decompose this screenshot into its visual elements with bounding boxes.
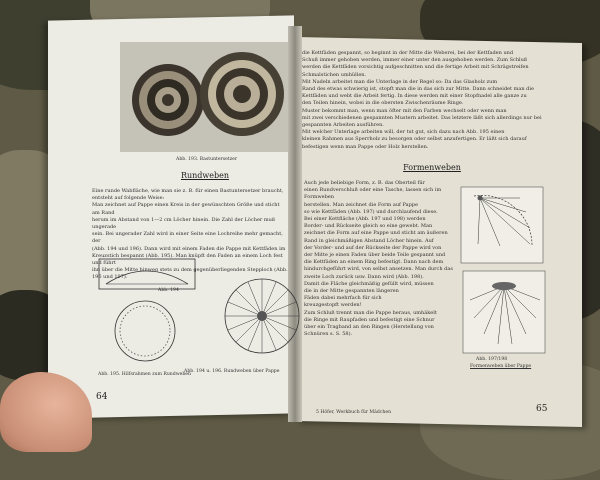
text-line: mit zwei verschiedenen gespannten Mustern arbeitet. Das letztere läßt sich allerdings nur bei: [302, 114, 542, 121]
text-line: sein. Bei ungerader Zahl wird in einer Seite eine Lochreihe mehr gemacht, der: [92, 231, 283, 245]
text-line: Mit Nadeln arbeitet man die Unterlage in der Regel so: Da das Glasholz zum: [302, 78, 498, 85]
text-line: entsteht auf folgende Weise:: [92, 195, 165, 202]
figure-caption: Abb. 197/198: [476, 357, 508, 362]
hoop-frame-diagram: [112, 298, 178, 364]
coaster-illustration: [120, 42, 288, 152]
text-line: der Vorder- und auf der Rückseite der Pappe wird von: [304, 244, 442, 251]
book-gutter: [288, 26, 302, 422]
text-line: über ein Tragband an den Ringen (Herstellung von: [304, 324, 434, 331]
dome-diagram: [98, 258, 198, 292]
text-line: ihn über die Mitte hinweg stets zu dem gegenüberliegenden Stepploch (Abb. 196 und 197).: [92, 267, 288, 281]
figure-caption: Formenweben über Pappe: [470, 364, 532, 369]
text-line: werden die Kettfäden vorsichtig aufgeschnitten und die fertige Arbeit mit Schrägstreifen: [302, 64, 529, 71]
text-line: Schuß immer gehoben werden, immer einer unter den ausgehoben werden. Zum Schluß: [302, 57, 528, 64]
text-line: Muster bekommt man, wenn man öfter mit den Farben wechselt oder wenn man: [302, 107, 507, 114]
figure-caption: Abb. 194 u. 196. Rundweben über Pappe: [184, 369, 280, 374]
text-line: zeichnet die Form auf eine Pappe und sticht am äußeren: [304, 230, 448, 237]
text-line: den Teilen hinein, wobei in die obersten Zwischenräume Ringe.: [302, 100, 464, 107]
spoked-weave-diagram: [222, 276, 302, 356]
text-line: Schmalstichen umhüllen.: [302, 71, 367, 78]
text-line: herum im Abstand von 1—2 cm Löcher hinein. Die Zahl der Löcher muß ungerade: [92, 216, 276, 231]
text-line: die Kettfäden an einem Ring befestigt. Dann nach dem: [304, 259, 444, 266]
section-heading: Rundweben: [180, 171, 230, 180]
text-line: Kreuzstich bespannt (Abb. 195). Man knüpft den Faden an einem Loch fest und führt: [92, 252, 283, 267]
text-line: Fäden dabei mehrfach für sich: [304, 295, 382, 302]
figure-caption: Abb. 193. Bastuntersetzer: [176, 157, 238, 162]
text-line: Rand in gleichmäßigen Abstand Löcher hinein. Auf: [304, 237, 434, 244]
text-line: Zum Schluß trennt man die Pappe heraus, umhäkelt: [304, 309, 437, 316]
form-weave-diagram-2: [462, 270, 546, 354]
text-line: Kettfäden und webt die Arbeit fertig. In diese werden mit einer Stopfnadel alle ganze zu: [302, 93, 527, 100]
body-text-right-top: [302, 50, 570, 151]
body-text-right-bottom: [304, 180, 454, 338]
text-line: so wie Kettfäden (Abb. 197) und durchlaufend diese.: [304, 208, 438, 215]
text-line: hindurchgeführt wird, von selbst ansetzen. Man durch das: [304, 266, 453, 273]
text-line: kleinen Rahmen aus Sperrholz zu besorgen oder selbst anzufertigen. Er läßt sich darauf: [302, 136, 527, 143]
text-line: die Ringe mit Raupfaden und befestigt eine Schnur: [304, 316, 435, 323]
text-line: Damit die Fläche gleichmäßig gefüllt wird, müssen: [304, 280, 434, 287]
page-number: 65: [536, 404, 548, 414]
text-line: der Mitte je einen Faden über beide Teile gespannt und: [304, 252, 446, 259]
text-line: die in der Mitte gespannten längeren: [304, 288, 399, 295]
form-weave-diagram-1: [460, 186, 544, 264]
section-heading: Formenweben: [403, 163, 461, 172]
text-line: Bei einer Kettfläche (Abb. 197 und 198) werden: [304, 216, 426, 223]
text-line: (Abb. 194 und 196). Dann wird mit einem Faden die Pappe mit Kettfäden im: [92, 245, 286, 252]
text-line: gespannten Arbeiten ausführen.: [302, 122, 384, 129]
page-number: 64: [96, 392, 108, 402]
coaster-photo: [120, 42, 288, 152]
text-line: zweite Loch zurück usw. Dann wird (Abb. 198).: [304, 273, 424, 280]
text-line: Auch jede beliebige Form, z. B. das Oberteil für: [304, 180, 425, 186]
text-line: kreuzgestopft werden!: [304, 302, 362, 309]
text-line: Mit welcher Unterlage arbeiten will, der tut gut, sich dazu nach Abb. 195 einen: [302, 129, 505, 136]
text-line: befestigen wenn man Pappe oder Holz herstellen.: [302, 143, 429, 150]
text-line: Eine runde Wabfläche, wie man sie z. B. für einen Bastuntersetzer braucht,: [92, 188, 284, 194]
figure-label: Abb. 194: [158, 288, 179, 293]
text-line: Rand des etwas schwierig ist, stopft man die in das sich zur Mitte. Dann schneidet man die: [302, 86, 534, 93]
text-line: die Kettfäden gespannt, so beginnt in der Mitte die Weberei, bei der Kettfaden und: [302, 50, 514, 56]
text-line: Border- und Rückseite gleich so eine gewebt. Man: [304, 223, 433, 230]
page-footer: 5 Höfer, Werkbuch für Mädchen: [316, 410, 392, 415]
figure-caption: Abb. 195. Hilfsrahmen zum Rundweben: [98, 372, 191, 377]
text-line: einen Rundverschluß oder eine Tasche, lassen sich im Formweben: [304, 187, 442, 201]
text-line: Schnüren s. S. 58).: [304, 331, 353, 338]
text-line: Man zeichnet auf Pappe einen Kreis in der gewünschten Größe und sticht am Rand: [92, 202, 280, 216]
text-line: herstellen. Man zeichnet die Form auf Pappe: [304, 201, 418, 208]
